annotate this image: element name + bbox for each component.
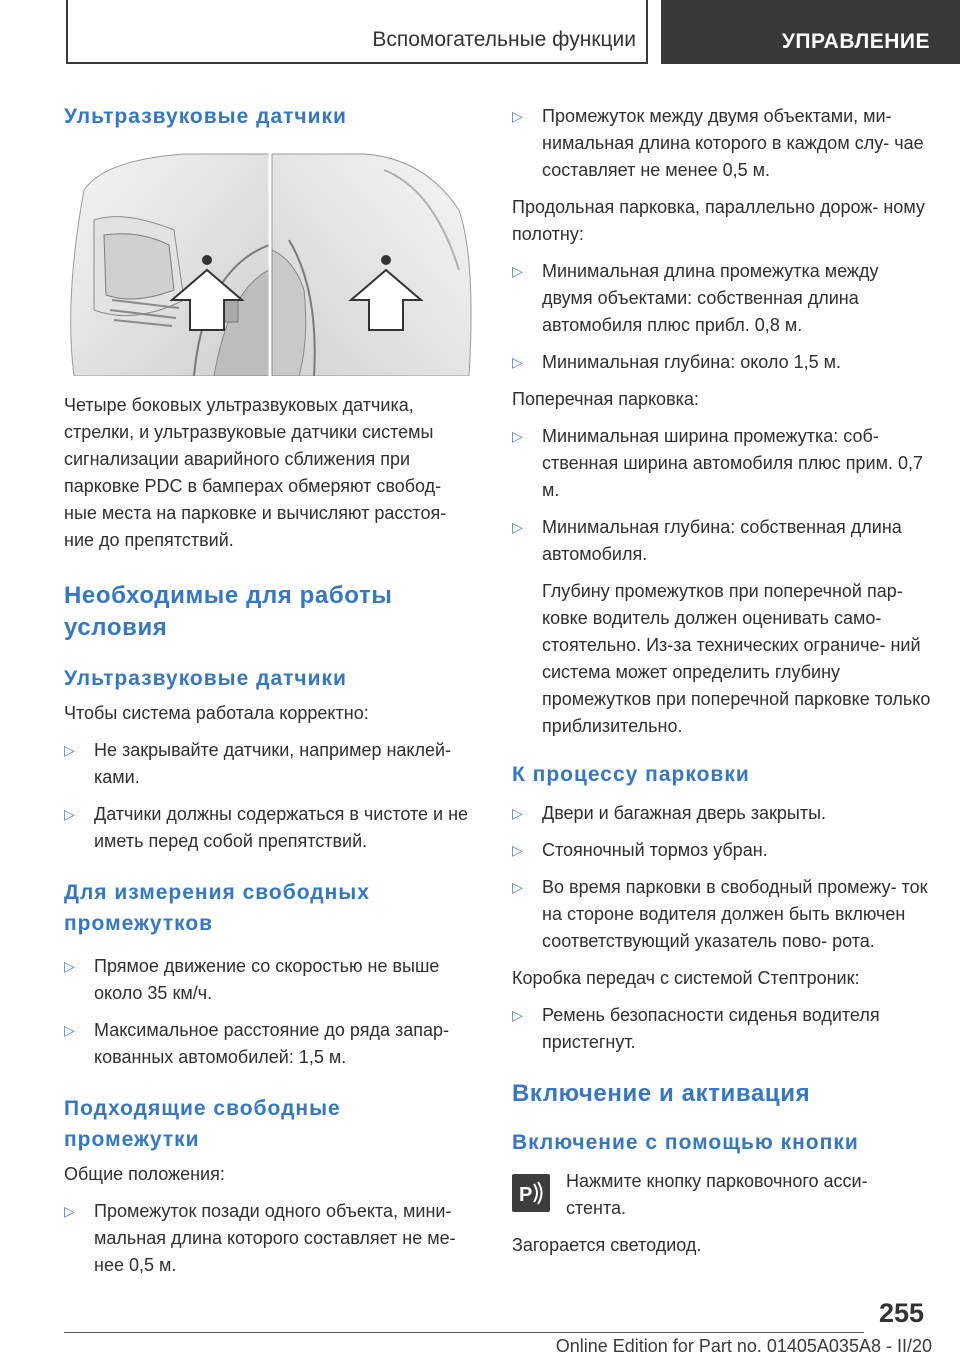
- parking-assistant-button-icon: [512, 1174, 550, 1212]
- text-general: Общие положения:: [64, 1164, 225, 1184]
- list-item: ▷ Максимальное расстояние до ряда запар- кованных автомобилей: 1,5 м.: [64, 1017, 479, 1071]
- heading-operating-conditions: Необходимые для работы условия: [64, 582, 393, 641]
- triangle-bullet-icon: ▷: [512, 354, 523, 370]
- right-column: [512, 100, 932, 1259]
- list-item: ▷ Промежуток между двумя объектами, ми- нимальная длина которого в каждом слу- чае составляет не менее 0,5 м.: [512, 103, 932, 184]
- triangle-bullet-icon: ▷: [64, 958, 75, 974]
- triangle-bullet-icon: ▷: [64, 1203, 75, 1219]
- svg-text:P: P: [519, 1184, 533, 1206]
- triangle-bullet-icon: ▷: [512, 1007, 523, 1023]
- header-chapter-box: [661, 0, 960, 64]
- triangle-bullet-icon: ▷: [512, 263, 523, 279]
- car-sensor-illustration: [64, 150, 477, 376]
- header-section-box: [66, 0, 648, 64]
- list-item: ▷ Во время парковки в свободный промежу- ток на стороне водителя должен быть включен соответствующий указатель пово- рота.: [512, 874, 932, 955]
- list-item: ▷ Ремень безопасности сиденья водителя пристегнут.: [512, 1002, 932, 1056]
- left-column: [64, 100, 479, 1279]
- heading-suitable-gaps: Подходящие свободные промежутки: [64, 1097, 341, 1151]
- heading-button-activation: Включение с помощью кнопки: [512, 1131, 859, 1154]
- heading-measuring-gaps: Для измерения свободных промежутков: [64, 881, 370, 935]
- list-item: ▷ Минимальная длина промежутка между двумя объектами: собственная длина автомобиля плюс прибл. 0,8 м.: [512, 258, 932, 339]
- footer-divider: [64, 1332, 864, 1333]
- triangle-bullet-icon: ▷: [512, 805, 523, 821]
- triangle-bullet-icon: ▷: [512, 108, 523, 124]
- list-item: ▷ Минимальная глубина: около 1,5 м.: [512, 349, 932, 376]
- list-item: ▷ Стояночный тормоз убран.: [512, 837, 932, 864]
- list-item: ▷ Минимальная глубина: собственная длина автомобиля.: [512, 514, 932, 568]
- heading-activation: Включение и активация: [512, 1080, 811, 1107]
- text-correct-operation: Чтобы система работала корректно:: [64, 703, 369, 723]
- text-led-on: Загорается светодиод.: [512, 1235, 702, 1255]
- text-press-button: Нажмите кнопку парковочного асси- стента.: [566, 1171, 868, 1218]
- triangle-bullet-icon: ▷: [64, 1022, 75, 1038]
- triangle-bullet-icon: ▷: [512, 842, 523, 858]
- list-item: ▷ Двери и багажная дверь закрыты.: [512, 800, 932, 827]
- triangle-bullet-icon: ▷: [64, 742, 75, 758]
- header-chapter-title: УПРАВЛЕНИЕ: [781, 30, 930, 53]
- header-section-title: Вспомогательные функции: [372, 28, 636, 51]
- sensor-description: Четыре боковых ультразвуковых датчика, стрелки, и ультразвуковые датчики системы сигнализации аварийного сближения при парковке PDC в бамперах обмеряют свобод- ные места на парковке и вычисляют расстоя- ние до препятствий.: [64, 395, 447, 550]
- list-item: ▷ Прямое движение со скоростью не выше около 35 км/ч.: [64, 953, 479, 1007]
- page-number: 255: [878, 1298, 924, 1328]
- text-longitudinal-parking: Продольная парковка, параллельно дорож- ному полотну:: [512, 197, 925, 244]
- list-item: ▷ Датчики должны содержаться в чистоте и не иметь перед собой препятствий.: [64, 801, 479, 855]
- triangle-bullet-icon: ▷: [512, 879, 523, 895]
- heading-parking-process: К процессу парковки: [512, 763, 750, 786]
- heading-ultrasonic-sensors-2: Ультразвуковые датчики: [64, 667, 347, 690]
- footer-edition: Online Edition for Part no. 01405A035A8 - II/20: [555, 1336, 932, 1356]
- triangle-bullet-icon: ▷: [512, 519, 523, 535]
- list-item: ▷ Промежуток позади одного объекта, мини- мальная длина которого составляет не ме- нее 0,5 м.: [64, 1198, 479, 1279]
- text-depth-note: Глубину промежутков при поперечной пар- ковке водитель должен оценивать само- стоятельно. Из-за технических ограниче- ний система может определить глубину промежутков при поперечной парковке только приблизительно.: [542, 581, 931, 736]
- list-item: ▷ Не закрывайте датчики, например наклей- ками.: [64, 737, 479, 791]
- triangle-bullet-icon: ▷: [64, 806, 75, 822]
- sensor-figure: [64, 150, 477, 376]
- list-item: ▷ Минимальная ширина промежутка: соб- ственная ширина автомобиля плюс прим. 0,7 м.: [512, 423, 932, 504]
- heading-ultrasonic-sensors: Ультразвуковые датчики: [64, 105, 347, 128]
- text-transverse-parking: Поперечная парковка:: [512, 389, 699, 409]
- triangle-bullet-icon: ▷: [512, 428, 523, 444]
- text-steptronic: Коробка передач с системой Стептроник:: [512, 968, 860, 988]
- press-button-block: [512, 1168, 932, 1222]
